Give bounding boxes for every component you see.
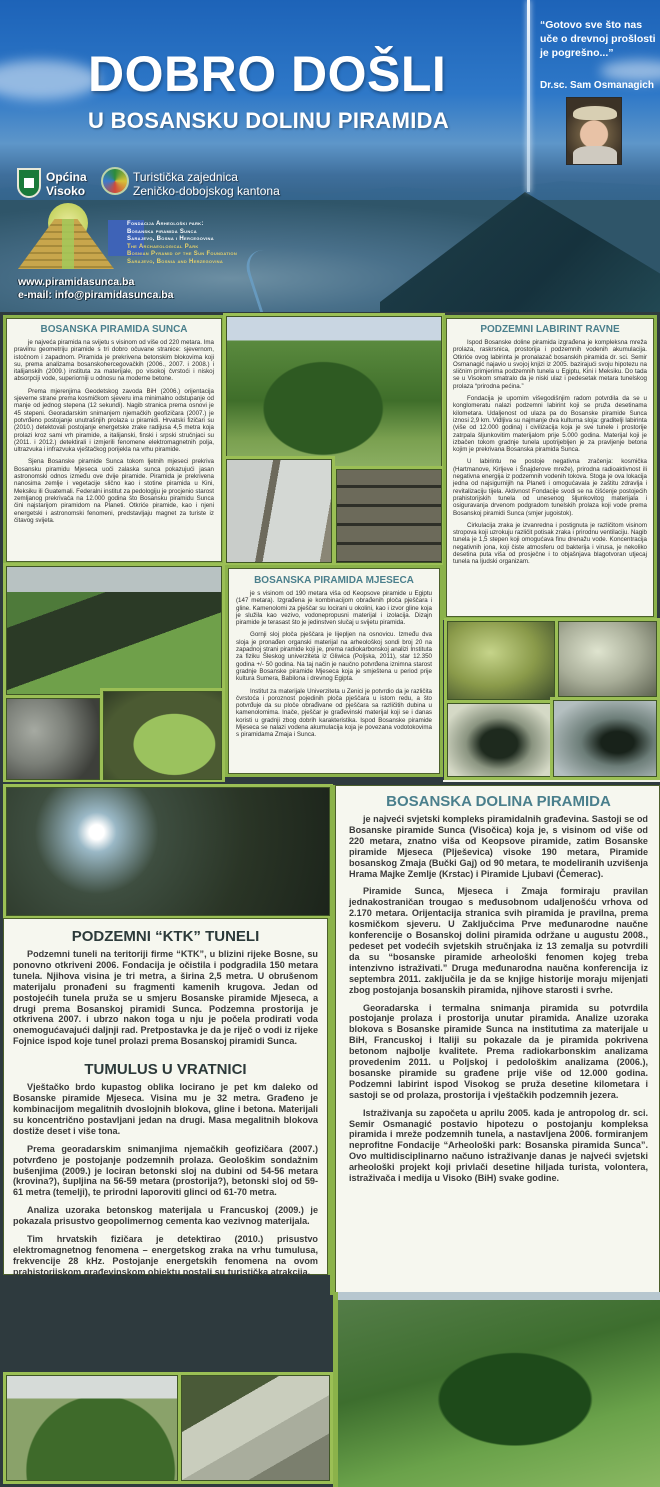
rock-photo <box>3 695 103 783</box>
tumulus-hill-photo <box>3 1372 181 1484</box>
section-paragraph: Gornji sloj ploča pješčara je lijepljen na osnovicu. Između dva sloja je pronađen organski materijal na arheološkoj sondi broj 20 na zapadnoj strani piramide koji je, prema radiokarbonskoj analizi Instituta za fiziku Šleskog univerziteta iz Gliwica (Poljska, 2011), star 12.350 godina +/- 50 godina. Na taj način je naučno potvrđena iznimna starost gradnje Bosanske piramide Mjeseca koja je smještena u period prije kultura Sumera, Babilona i drevnog Egipta. <box>236 631 432 683</box>
stone-wall-photo <box>333 466 445 566</box>
shirt-shape <box>573 146 617 164</box>
email-link[interactable]: info@piramidasunca.ba <box>54 289 174 301</box>
section-paragraph: Tim hrvatskih fizičara je detektirao (2010.) prisustvo elektromagnetnog fenomena – energetskog zraka na vrhu tumulusa, frekvencije 28 kHz. Postojanje energetskih fenomena na ovom prahistorijskom građevinskom objektu postali su turistička atrakcija. <box>13 1234 318 1277</box>
quote-text: “Gotovo sve što nas uče o drevnoj prošlosti je pogrešno...” <box>540 19 656 59</box>
foundation-line: Fondacija Arheološki park: <box>127 221 204 227</box>
section-pyramid-sun <box>3 315 225 565</box>
header-banner <box>0 0 660 312</box>
pyramid-stripe <box>62 219 74 269</box>
section-pyramid-valley <box>330 785 660 1295</box>
cloud <box>0 60 100 100</box>
cloud <box>600 60 660 82</box>
section-paragraph: Podzemni tuneli na teritoriji firme “KTK”, u blizini rijeke Bosne, su ponovno otkriveni 2006. Fondacija je očistila i podgradila 150 metara tunela. Njihova visina je tri metra, a širina 2,5 metra. U obrušenom materijalu pronađeni su fragmenti kamenih krugova. Jedan od postojećih tunela pruža se u smjeru Bosanske piramide Mjeseca, a drugi prema Bosanskoj piramidi Sunca. Podzemna prostorija je otkrivena 2007. i ubrzo nakon toga u nju je počela prodirati voda onemogućavajući daljnji rad. Pretpostavka je da je riječ o vodi iz rijeke Fojnice ispod koje tunel prolazi prema Bosanskoj piramidi Sunca. <box>13 949 318 1047</box>
visoko-logo-text <box>46 170 87 198</box>
foundation-line: Sarajevo, Bosnia and Herzegovina <box>127 258 224 265</box>
dig-site-photo <box>100 688 225 783</box>
moon-pyramid-hill-photo <box>3 563 225 698</box>
megalith-blocks-photo <box>178 1372 333 1484</box>
section-paragraph: je najveći svjetski kompleks piramidalnih građevina. Sastoji se od Bosanske piramide Sunca (Visočica) koja je, s visinom od više od 220 metara, znatno viša od Keopsove piramide, zatim Bosanske piramide Mjeseca (Plješevica) visoke 190 metara, Piramide bosanskog Zmaja (Bučki Gaj) od 90 metara, te modeliranih uzvišenja Hrama Majke Zemlje (Krstac) i Piramide Ljubavi (Čemerac). <box>349 814 648 879</box>
tunnel-photo-3 <box>444 700 554 780</box>
visoko-coat-of-arms-icon <box>17 168 41 198</box>
tourist-board-text <box>133 170 280 198</box>
section-title: BOSANSKA PIRAMIDA MJESECA <box>254 575 414 586</box>
section-pyramid-moon <box>225 565 443 777</box>
contact-info <box>18 276 174 302</box>
light-beam <box>527 0 530 192</box>
tunnel-photo-2 <box>555 618 660 700</box>
foundation-line: The Archaeological Park <box>127 243 199 250</box>
foundation-pyramid-logo-icon <box>18 203 120 273</box>
stone-slab-photo <box>223 456 335 566</box>
foundation-line: Bosanska piramida Sunca <box>127 228 197 235</box>
pyramid-sun-aerial-photo <box>333 1292 660 1487</box>
tz-line-2: Zeničko-dobojskog kantona <box>133 184 280 198</box>
section-paragraph: Georadarska i termalna snimanja piramida su potvrdila postojanje prolaza i prostorija unutar piramida. Analize uzoraka blokova s Bosanske piramide Sunca na institutima za materijale u BiH, Francuskoj i Italiji su pokazale da je piramida pokrivena betonom najbolje kvalitete. Prema radiokarbonskim analizama provedenim 2011. u Poljskoj i pedološkim analizama (2006.), bosanske piramide su građene prije više od 12.000 godina. Podzemni labirint ispod Visokog se pruža desetine kilometara i sastoji se od prolaza, prostorija i vještačkih podzemnih jezera. <box>349 1002 648 1100</box>
visoko-line-2: Visoko <box>46 184 86 198</box>
foundation-line: Bosnian Pyramid of the Sun Foundation <box>127 251 238 257</box>
section-paragraph: Piramide Sunca, Mjeseca i Zmaja formiraju pravilan jednakostraničan trougao s međusobnom udaljenošću vrhova od 2.170 metara. Orijentacija stranica svih piramida je pravilna, prema kosmičkom sjeveru. U Zaključcima Prve međunarodne naučne konferencije o Bosanskoj dolini piramida održane u augustu 2008., pedeset pet vodećih svjetskih stručnjaka iz 13 zemalja su potvrdili da su “bosanske piramide arheološki fenomen kojeg treba intenzivno istraživati.” Druga međunarodna naučna konferencija iz septembra 2011. zaključila je da se knjige historije moraju mijenjati zbog postojanja bosanskih piramida, njihove starosti i svrhe. <box>349 886 648 995</box>
quote-author: Dr.sc. Sam Osmanagich <box>540 80 654 91</box>
tz-line-1: Turistička zajednica <box>133 170 238 184</box>
page-subtitle: U BOSANSKU DOLINU PIRAMIDA <box>88 108 450 133</box>
section-paragraph: Sjena Bosanske piramide Sunca tokom ljetnih mjeseci prekriva Bosansku piramidu Mjeseca uoči zalaska sunca pokazujući jasan astronomski odnos između ove dvije piramide. Piramida je prekrivena nanosima zemlje i vegetacije slično kao i stotine piramida u Kini, Meksiku ili Guatemali. Federalni institut za pedologiju je procjenio starost zemljanog prekrivača na 12.000 godina što Bosansku piramidu Sunca čini najstarijom piramidom na Planeti. Otkriće piramide, kao i njeni energetski i astronomski fenomeni, predstavljaju magnet za turiste iz čitavog svijeta. <box>14 458 214 524</box>
website-link[interactable]: www.piramidasunca.ba <box>18 276 135 288</box>
email-label: e-mail: <box>18 289 52 301</box>
visoko-line-1: Općina <box>46 170 87 184</box>
section-paragraph: Istraživanja su započeta u aprilu 2005. kada je antropolog dr. sci. Semir Osmanagić postavio hipotezu o postojanju kompleksa piramida i mreže podzemnih tunela, a nastavljena 2006. formiranjem neprofitne Fondacije “Arheološki park: Bosanska piramida Sunca”. Ovo multidisciplinarno načuno istraživanje danas je najveći svjetski arheološki projekt koji privlači desetine hiljada turista, volontera, istraživača i medija u Visoko (BiH) svake godine. <box>349 1107 648 1184</box>
ktk-tunnel-photo <box>3 784 333 919</box>
section-paragraph: Ispod Bosanske doline piramida izgrađena je kompleksna mreža prolaza, raskrsnica, prostorija i podzemnih vodenih akumulacija. Otkriće ovog labirinta je pronalazač bosanskih piramida dr. sci. Semir Osmanagić najavio u svojoj knjizi iz 2005. bazirajući svoju hipotezu na sličnim primjerima podzemnih tunela u Egiptu, Kini i Meksiku. Do tada se u Visokom smatralo da je niski ulaz i pedesetak metara tunelskog prolaza “prirodna pećina.” <box>453 339 647 390</box>
section-paragraph: Institut za materijale Univerziteta u Zenici je potvrdio da je različita čvrstoća i poroznost pojedinih ploča pješčara u istom redu, a što potvrđuje da su ploče obrađivane od pješčara sa različitih dubina u kamenolomima. Inače, pješčar je građevinski materijal koji se i danas koristi u gradnji zbog dobrih karakteristika. Ispod Bosanske piramide Mjeseca se nalazi vodena akumulacija koja je povezana vodotokovima s piramidama Zmaja i Sunca. <box>236 687 432 739</box>
hat-shape <box>573 106 617 120</box>
section-title: BOSANSKA DOLINA PIRAMIDA <box>386 793 611 810</box>
pyramid-sun-valley-photo <box>223 313 445 473</box>
section-paragraph: je s visinom od 190 metara viša od Keopsove piramide u Egiptu (147 metara). Izgrađena je kombinacijom obrađenih ploča pješčara i gline. Kamenolomi za pješčar su locirani u okolini, kao i izvor gline koja je služila kao vezivo, vodonepropusni materijal i izolacija. Dizajn piramide je terasast što je jedinstven slučaj u svijetu piramida. <box>236 590 432 627</box>
section-paragraph: je najveća piramida na svijetu s visinom od više od 220 metara. Ima pravilnu geometriju piramide s tri dobro očuvane stranice: sjevernom, istočnom i zapadnom. Piramida je prekrivena betonskim blokovima koji su, prema analizama bosanskohercegovačkih (2006., 2007. i 2008.) i italijanskih (2009.) instituta za materijale, po visokoj čvrstoći i niskoj absorpciji vode, superiorniji u odnosu na moderne betone. <box>14 339 214 383</box>
page-title: DOBRO DOŠLI <box>88 46 447 102</box>
section-title-tumulus: TUMULUS U VRATNICI <box>84 1061 247 1079</box>
tourist-board-logo-icon <box>101 167 129 195</box>
tunnel-photo-1 <box>444 618 558 703</box>
section-title-ktk: PODZEMNI “KTK” TUNELI <box>71 928 260 945</box>
section-paragraph: Prema mjerenjima Geodetskog zavoda BiH (2006.) orijentacija sjeverne strane prema kosmičkom sjeveru ima minimalno odstupanje od manje od jednog stepena (12 sekundi). Nagib stranica prema osnovi je 45 stepeni. Georadarskim snimanjem njemačkih geofizičara (2007.) je potvrđeno postojanje unutrašnjih prolaza u piramidi. Hrvatski fizičari su (2010.) detektovali postojanje energetske zrake radijusa 4,5 metra koja prolazi kroz sami vrh piramide, a italijanski, finski i srpski stručnjaci su (2011. i 2012.) detektirali i izmjerili fenomene elektromagnetnih polja, ultrazvuka i infrazvuka vještačkog porijekla na vrhu piramide. <box>14 387 214 454</box>
section-paragraph: Analiza uzoraka betonskog materijala u Francuskoj (2009.) je pokazala prisustvo geopolimernog cementa kao vezivnog materijala. <box>13 1205 318 1227</box>
section-title: BOSANSKA PIRAMIDA SUNCA <box>40 324 188 335</box>
section-title: PODZEMNI LABIRINT RAVNE <box>480 324 620 335</box>
section-paragraph: Fondacija je upornim višegodišnjim radom potvrdila da se u konglomeratu nalazi podzemni labirint koji se pruža desetinama kilometara. Udaljenost od ulaza pa do Bosanske piramide Sunca iznosi 2,9 km. Vidljiva su najmanje dva kulturna sloja: graditelji labirinta (više od 12.000 godina) i civilizacija koja je sve tunele i prostorije zatrpala šljunkovitim materijalom prije 5.000 godina. Materijal koji je izbačen tokom gradnje tunela upotrijebljen je za pravljenje betona kojim je prekrivana Bosanska piramida Sunca. <box>453 395 647 454</box>
section-paragraph: U labirintu ne postoje negativna zračenja: kosmička (Hartmanove, Kirljeve i Šnajderove mreže), prirodna radioaktivnost ili negativna energija iz podzemnih vodenih tokova. Stoga je ova lokacija jedna od najsigurnijih na Planeti i omogućavala je zaštitu zdravlja i revitalizaciju tijela. Aktivnost Fondacije svodi se na čišćenje postojećih prahistorijskih tunela od unesenog šljunkovitog materijala i osiguravanja drvenom podgradom tunelskih prolaza koji vode prema Bosanskoj piramidi Sunca (smjer jugoistok). <box>453 458 647 517</box>
author-portrait <box>566 97 622 165</box>
section-paragraph: Prema georadarskim snimanjima njemačkih geofizičara (2007.) potvrđeno je postojanje podzemnih prolaza. Geološkim sondažnim bušenjima (2009.) je lociran betonski sloj na dubini od 54-56 metara (krovina?), šupljina na 56-59 metara (prostorija?), betonski sloj od 59-61 metra (temelji), te prirodni laporoviti glinci od 61-70 metra. <box>13 1143 318 1198</box>
section-labyrinth <box>443 315 657 620</box>
section-paragraph: Cirkulacija zraka je izvanredna i postignuta je različitom visinom stropova koji uzrokuju različit potisak zraka i prirodnu ventilaciju. Nagib tunela je 1,5 stepen koji omogućava finu drenažu vode. Koncentracija negativnih jona, koji čiste atmosferu od bakterija i virusa, je nekoliko desetina puta viša od prosječne i to objašnjava blagotvoran utjecaj tunela na ljudski organizam. <box>453 521 647 566</box>
foundation-text <box>127 221 237 266</box>
section-paragraph: Vještačko brdo kupastog oblika locirano je pet km daleko od Bosanske piramide Mjeseca. Visina mu je 32 metra. Građeno je kombinacijom megalitnih dvoslojnih blokova, gline i betona. Materijali su koncentrično postavljani jedan na drugi. Masa megalitnih blokova dostiže deset i više tona. <box>13 1082 318 1136</box>
email-row <box>18 289 174 302</box>
foundation-line: Sarajevo, Bosna i Hercegovina <box>127 236 214 242</box>
tunnel-photo-4 <box>550 697 660 780</box>
section-ktk-and-tumulus <box>3 918 333 1275</box>
